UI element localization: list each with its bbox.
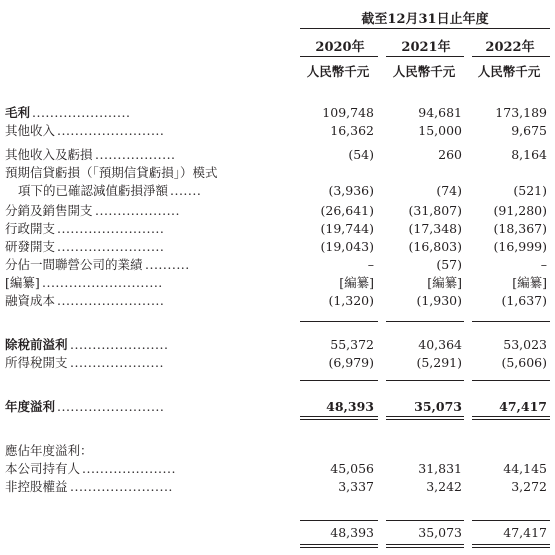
year-header-2021: 2021年 xyxy=(401,40,451,55)
value-cell: (3,936) xyxy=(328,183,374,198)
value-cell: (18,367) xyxy=(493,221,547,236)
value-cell: (19,043) xyxy=(320,239,374,254)
value-cell: (5,291) xyxy=(416,355,462,370)
total-double-rule-2021 xyxy=(386,416,464,420)
unit-label-2022: 人民幣千元 xyxy=(477,64,541,79)
row-label: 年度溢利 xyxy=(5,399,56,414)
value-cell: – xyxy=(540,257,547,272)
year-rule-2022 xyxy=(472,56,550,57)
value-cell: 53,023 xyxy=(503,337,547,352)
leader-dots: ..................... xyxy=(70,355,164,370)
table-row xyxy=(0,256,555,273)
leader-dots: .................. xyxy=(95,147,176,162)
final-double-rule-2020 xyxy=(300,544,378,548)
leader-dots: ........................ xyxy=(57,293,165,308)
leader-dots: ..................... xyxy=(82,461,176,476)
leader-dots: ........................ xyxy=(57,123,165,138)
row-label: 預期信貸虧損（「預期信貸虧損」）模式 xyxy=(5,165,218,180)
value-cell: 55,372 xyxy=(330,337,374,352)
subtotal-rule-1-2020 xyxy=(300,321,378,322)
value-cell: 31,831 xyxy=(418,461,462,476)
leader-dots: ........................ xyxy=(57,399,165,414)
row-label: 項下的已確認減值虧損淨額 xyxy=(18,183,169,198)
value-cell: (1,637) xyxy=(501,293,547,308)
value-cell: 47,417 xyxy=(503,525,547,540)
subtotal-rule-1-2022 xyxy=(472,321,550,322)
table-row xyxy=(0,336,555,353)
table-row xyxy=(0,238,555,255)
unit-label-2020: 人民幣千元 xyxy=(306,64,370,79)
period-header: 截至12月31日止年度 xyxy=(361,12,489,27)
value-cell: 15,000 xyxy=(418,123,462,138)
subtotal-rule-3-2022 xyxy=(472,520,550,521)
value-cell: (31,807) xyxy=(408,203,462,218)
leader-dots: ........................ xyxy=(57,239,165,254)
row-label: 分佔一間聯營公司的業績 xyxy=(5,257,143,272)
unit-label-2021: 人民幣千元 xyxy=(392,64,456,79)
leader-dots: .......... xyxy=(145,257,190,272)
leader-dots: ........................ xyxy=(57,221,165,236)
value-cell: 48,393 xyxy=(326,399,374,414)
row-label: 分銷及銷售開支 xyxy=(5,203,93,218)
value-cell: (74) xyxy=(436,183,462,198)
leader-dots: ...................... xyxy=(70,337,169,352)
value-cell: (17,348) xyxy=(408,221,462,236)
value-cell: 3,242 xyxy=(426,479,462,494)
year-rule-2020 xyxy=(300,56,378,57)
value-cell: 35,073 xyxy=(414,399,462,414)
row-label: 本公司持有人 xyxy=(5,461,81,476)
value-cell: 3,337 xyxy=(338,479,374,494)
value-cell: (57) xyxy=(436,257,462,272)
value-cell: 9,675 xyxy=(511,123,547,138)
subtotal-rule-2-2022 xyxy=(472,380,550,381)
table-row xyxy=(0,460,555,477)
table-row xyxy=(0,146,555,163)
value-cell: (521) xyxy=(513,183,547,198)
leader-dots: ...................... xyxy=(32,105,131,120)
value-cell: [編纂] xyxy=(512,275,547,290)
year-rule-2021 xyxy=(386,56,464,57)
table-row xyxy=(0,354,555,371)
row-label: 其他收入及虧損 xyxy=(5,147,93,162)
subtotal-rule-1-2021 xyxy=(386,321,464,322)
table-row xyxy=(0,104,555,121)
value-cell: 47,417 xyxy=(499,399,547,414)
row-label: 研發開支 xyxy=(5,239,56,254)
table-row xyxy=(0,524,555,541)
value-cell: 94,681 xyxy=(418,105,462,120)
value-cell: 48,393 xyxy=(330,525,374,540)
value-cell: 173,189 xyxy=(495,105,547,120)
value-cell: (26,641) xyxy=(320,203,374,218)
value-cell: 45,056 xyxy=(330,461,374,476)
table-row xyxy=(0,164,555,181)
leader-dots: ....................... xyxy=(70,479,173,494)
row-label: [編纂] xyxy=(5,275,40,290)
value-cell: [編纂] xyxy=(427,275,462,290)
table-row xyxy=(0,220,555,237)
year-header-2020: 2020年 xyxy=(315,40,365,55)
value-cell: (16,803) xyxy=(408,239,462,254)
value-cell: (91,280) xyxy=(493,203,547,218)
subtotal-rule-2-2021 xyxy=(386,380,464,381)
row-label: 其他收入 xyxy=(5,123,56,138)
value-cell: 8,164 xyxy=(511,147,547,162)
value-cell: 260 xyxy=(438,147,462,162)
subtotal-rule-3-2021 xyxy=(386,520,464,521)
table-row xyxy=(0,398,555,415)
row-label: 除稅前溢利 xyxy=(5,337,68,352)
value-cell: (5,606) xyxy=(501,355,547,370)
year-header-2022: 2022年 xyxy=(485,40,535,55)
row-label: 融資成本 xyxy=(5,293,56,308)
value-cell: (1,930) xyxy=(416,293,462,308)
row-label: 應佔年度溢利： xyxy=(5,443,93,458)
subtotal-rule-2-2020 xyxy=(300,380,378,381)
subtotal-rule-3-2020 xyxy=(300,520,378,521)
value-cell: 109,748 xyxy=(322,105,374,120)
value-cell: 40,364 xyxy=(418,337,462,352)
period-rule xyxy=(300,28,550,29)
table-row xyxy=(0,182,555,199)
value-cell: 35,073 xyxy=(418,525,462,540)
final-double-rule-2022 xyxy=(472,544,550,548)
value-cell: (54) xyxy=(348,147,374,162)
table-row xyxy=(0,274,555,291)
value-cell: (6,979) xyxy=(328,355,374,370)
value-cell: – xyxy=(367,257,374,272)
table-row xyxy=(0,292,555,309)
value-cell: (16,999) xyxy=(493,239,547,254)
row-label: 行政開支 xyxy=(5,221,56,236)
table-row xyxy=(0,442,555,459)
row-label: 非控股權益 xyxy=(5,479,68,494)
table-row xyxy=(0,478,555,495)
leader-dots: ................... xyxy=(95,203,180,218)
value-cell: 16,362 xyxy=(330,123,374,138)
leader-dots: ....... xyxy=(170,183,202,198)
value-cell: 44,145 xyxy=(503,461,547,476)
value-cell: 3,272 xyxy=(511,479,547,494)
total-double-rule-2020 xyxy=(300,416,378,420)
table-row xyxy=(0,202,555,219)
row-label: 毛利 xyxy=(5,105,31,120)
leader-dots: ........................... xyxy=(42,275,163,290)
final-double-rule-2021 xyxy=(386,544,464,548)
table-row xyxy=(0,122,555,139)
total-double-rule-2022 xyxy=(472,416,550,420)
value-cell: [編纂] xyxy=(339,275,374,290)
row-label: 所得稅開支 xyxy=(5,355,68,370)
value-cell: (19,744) xyxy=(320,221,374,236)
value-cell: (1,320) xyxy=(328,293,374,308)
